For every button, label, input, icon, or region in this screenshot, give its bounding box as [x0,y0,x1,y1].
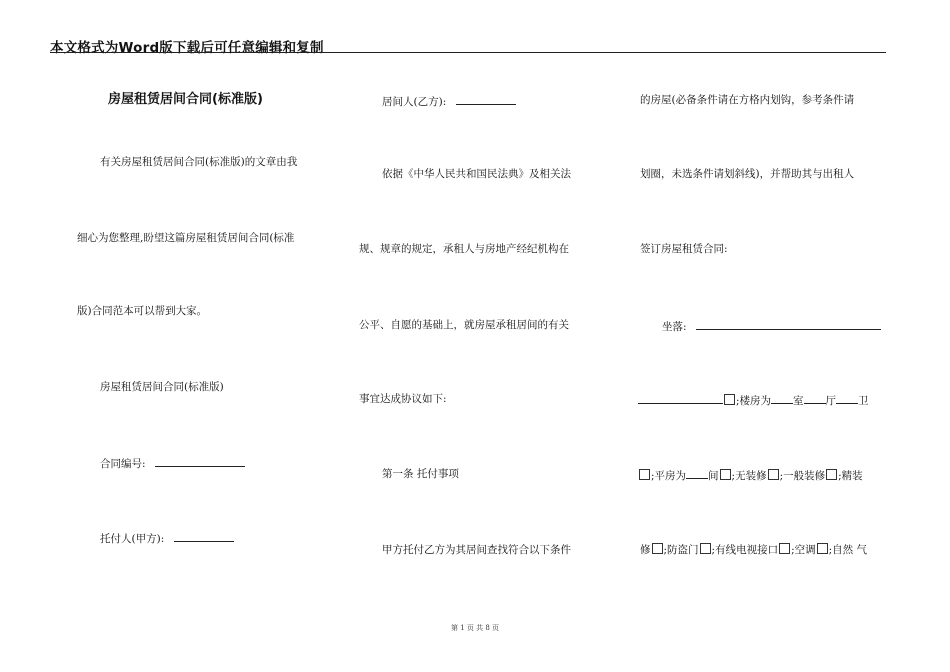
bath-count-blank [836,392,858,404]
hall-label: 厅 [825,395,837,407]
bath-label: 卫 [858,395,869,407]
basis-line-1: 依据《中华人民共和国民法典》及相关法 [382,168,571,180]
contract-number-blank [155,455,245,467]
cable-tv-label: ;有线电视接口 [711,544,779,556]
article-1-heading: 第一条 托付事项 [382,468,459,480]
checkbox[interactable] [817,543,828,554]
page-number: 第 1 页 共 8 页 [450,624,500,632]
basic-decoration-label: ;一般装修 [779,470,826,482]
party-a-label: 托付人(甲方): [100,533,165,545]
building-row [638,392,869,408]
checkbox[interactable] [826,469,837,480]
contract-number-row [100,455,245,471]
room-label: 室 [793,395,804,407]
location-label: 坐落: [662,321,687,333]
checkbox[interactable] [724,394,735,405]
intro-line-3: 版)合同范本可以帮到大家。 [77,305,208,317]
intro-line-2: 细心为您整理,盼望这篇房屋租赁居间合同(标准 [77,232,295,244]
contract-number-label: 合同编号: [100,458,146,470]
basis-line-2: 规、规章的规定，承租人与房地产经纪机构在 [359,243,569,255]
air-conditioner-label: ;空调 [791,544,816,556]
basis-line-3: 公平、自愿的基础上，就房屋承租居间的有关 [359,319,569,331]
party-b-label: 居间人(乙方): [382,96,447,108]
address-blank [638,392,723,404]
bungalow-row [638,467,863,483]
bungalow-label: ;平房为 [651,470,687,482]
conditions-line-1: 的房屋(必备条件请在方格内划钩，参考条件请 [640,94,855,106]
article-1-line-1: 甲方托付乙方为其居间查找符合以下条件 [382,544,571,556]
location-blank [696,318,881,330]
building-label: ;楼房为 [736,395,772,407]
checkbox[interactable] [700,543,711,554]
contract-subtitle: 房屋租赁居间合同(标准版) [100,381,224,393]
location-row [662,318,881,334]
party-b-blank [456,93,516,105]
checkbox[interactable] [779,543,790,554]
basis-line-4: 事宜达成协议如下: [359,393,447,405]
bungalow-rooms-blank [686,467,708,479]
rooms-label: 间 [708,470,719,482]
party-a-blank [174,530,234,542]
conditions-line-2: 划圈，未选条件请划斜线)，并帮助其与出租人 [640,168,855,180]
checkbox[interactable] [639,469,650,480]
natural-gas-label: ;自然 气 [828,544,868,556]
security-door-label: ;防盗门 [663,544,699,556]
no-decoration-label: ;无装修 [731,470,767,482]
room-count-blank [771,392,793,404]
party-a-row [100,530,234,546]
intro-line-1: 有关房屋租赁居间合同(标准版)的文章由我 [100,156,298,168]
header-text: 本文格式为Word版下载后可任意编辑和复制 [50,40,324,56]
checkbox[interactable] [720,469,731,480]
amenities-row [640,543,867,557]
party-b-row [382,93,516,109]
fine-decoration-label: ;精装 [838,470,863,482]
hall-count-blank [804,392,826,404]
document-title: 房屋租赁居间合同(标准版) [108,92,263,107]
header-divider [50,52,886,53]
conditions-line-3: 签订房屋租赁合同: [640,243,728,255]
checkbox[interactable] [652,543,663,554]
checkbox[interactable] [768,469,779,480]
fine-decoration-label-cont: 修 [640,544,651,556]
